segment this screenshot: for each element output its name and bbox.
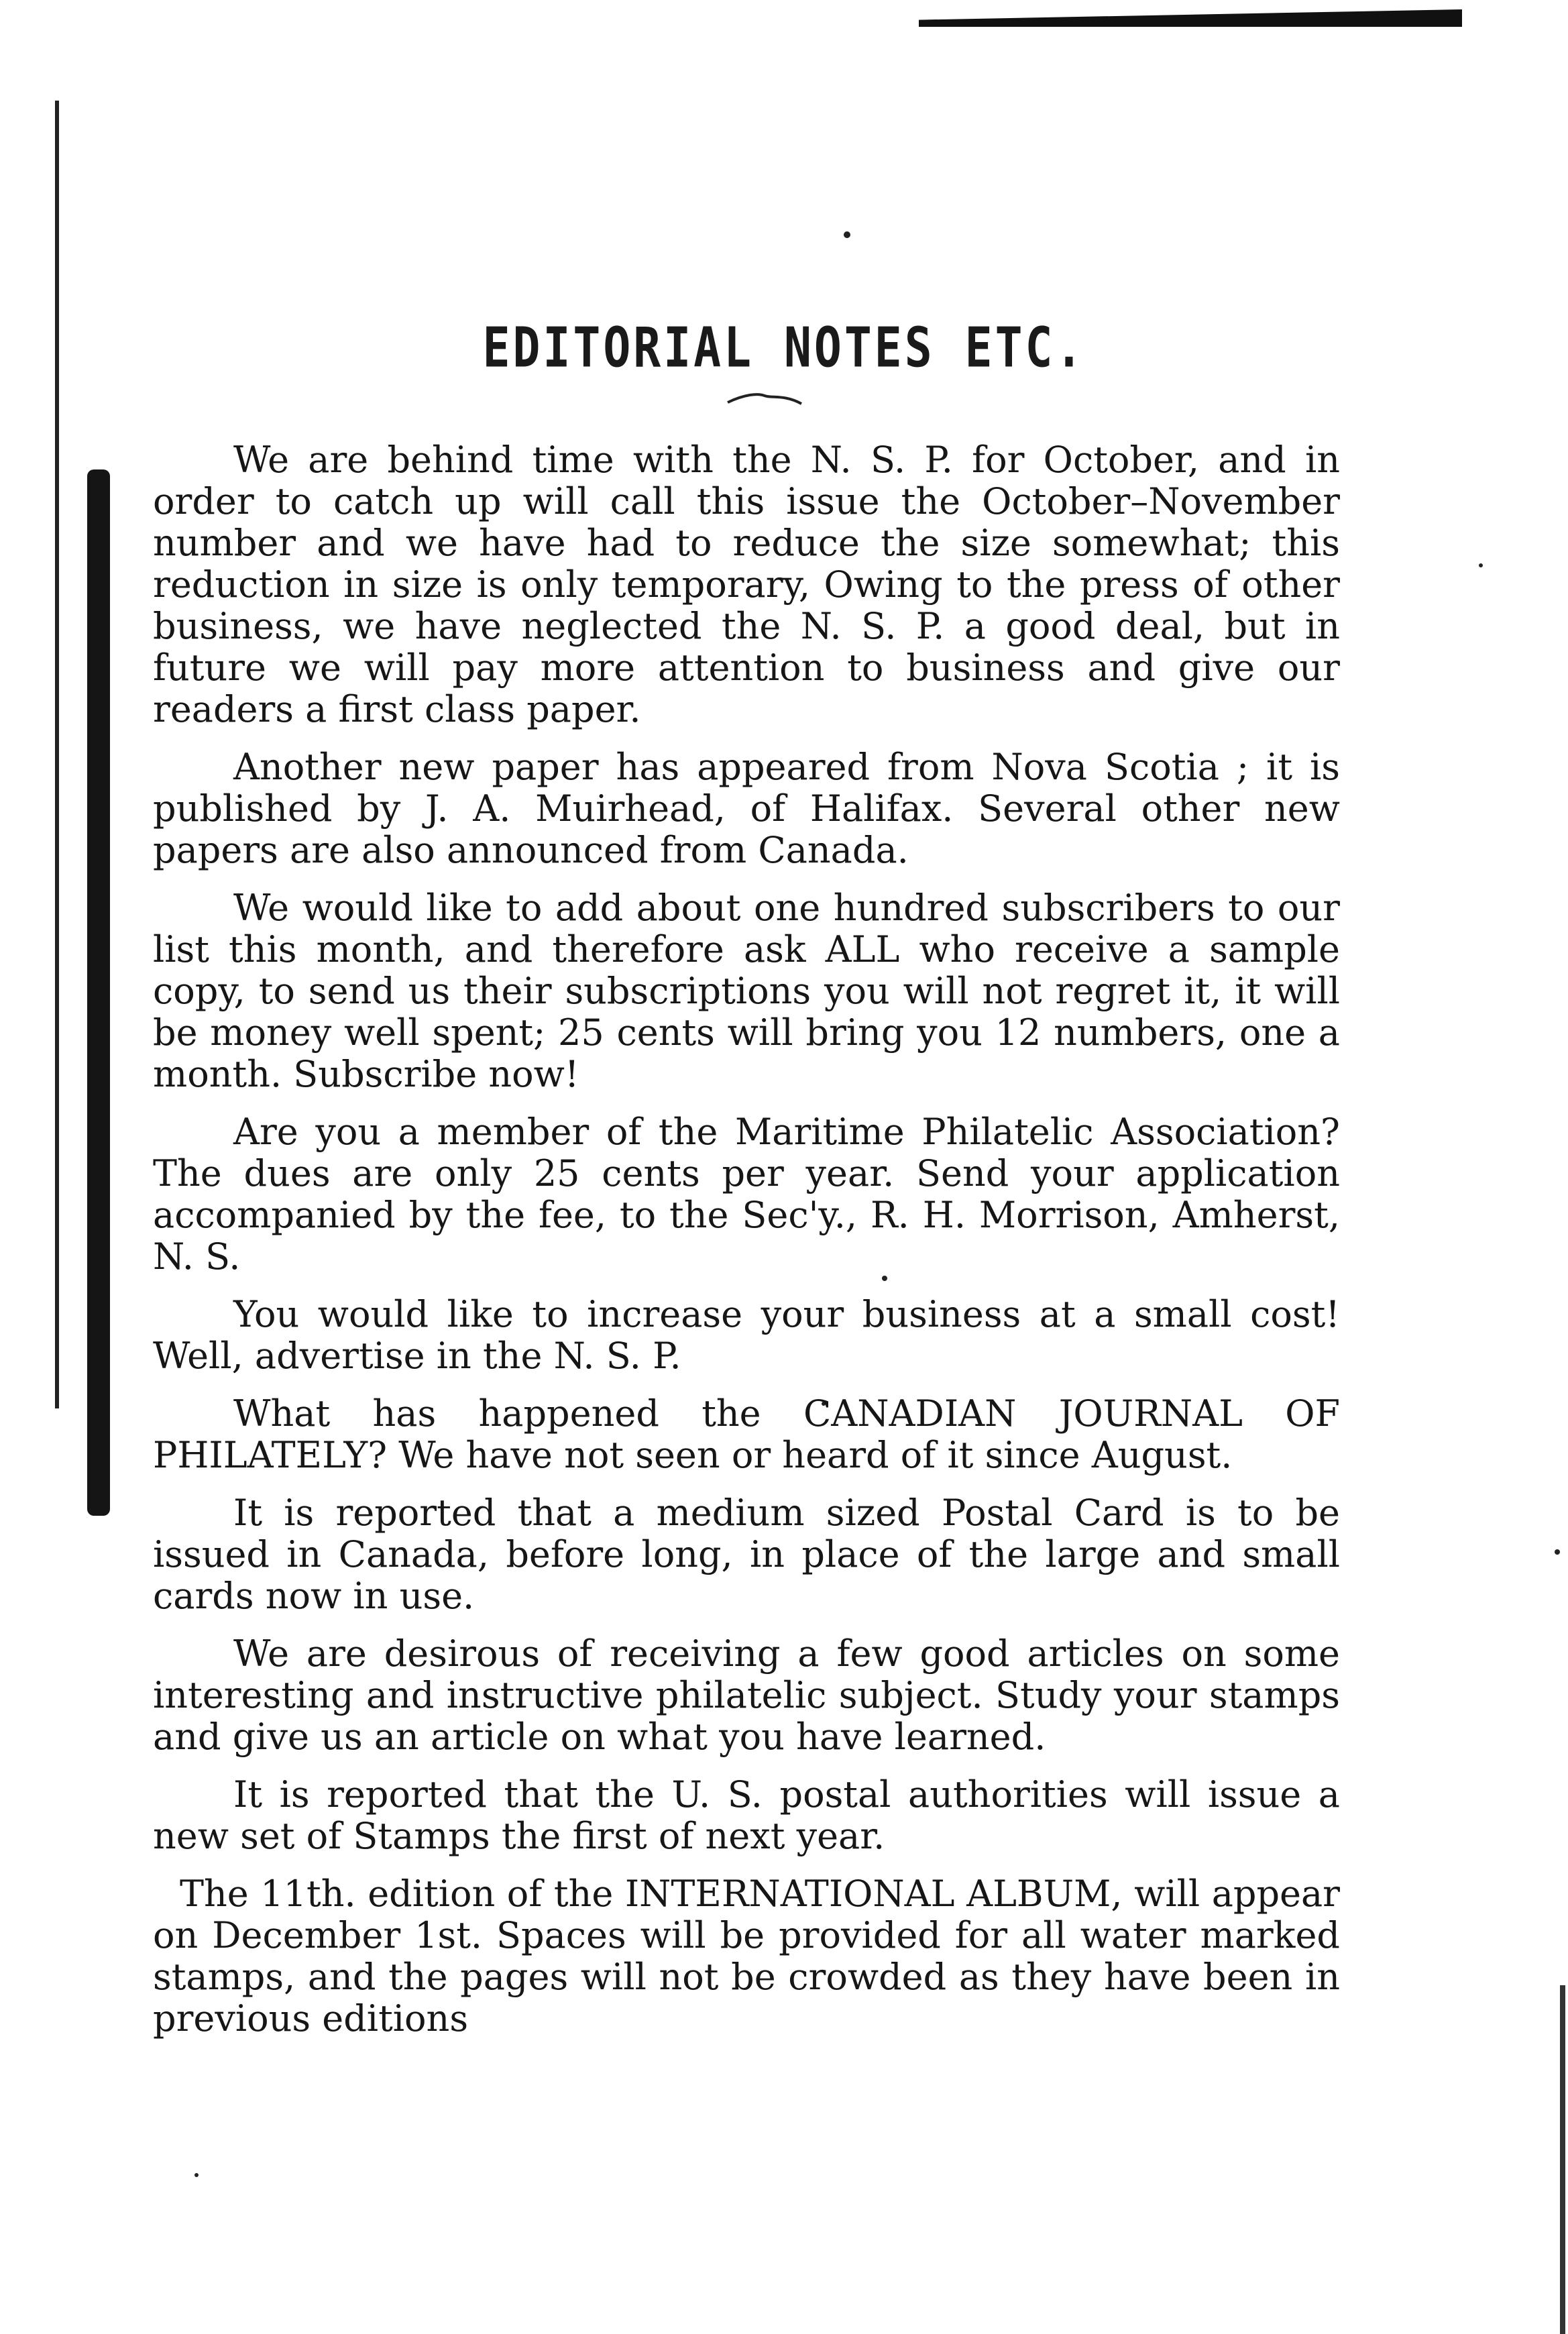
heading-ornament xyxy=(724,389,805,406)
ink-speck xyxy=(1479,563,1483,567)
left-binding-mark xyxy=(87,469,110,1516)
paragraph-late-issue: We are behind time with the N. S. P. for October, and in order to catch up will call this issue the October–November number and we have had to reduce the size somewhat; this reduction in size is only temporary, Owing to the press of other business, we have neglected the N. S. P. a good deal, but in future we will pay more attention to business and give our readers a first class paper. xyxy=(153,439,1340,730)
paragraph-association: Are you a member of the Maritime Philatelic Association? The dues are only 25 cents per year. Send your application accompanied by the fee, to the Sec'y., R. H. Morrison, Amherst, N. S. xyxy=(153,1111,1340,1278)
paragraph-canadian-journal: What has happened the CANADIAN JOURNAL OF PHILATELY? We have not seen or heard of it since August. xyxy=(153,1392,1340,1476)
paragraph-international-album: The 11th. edition of the INTERNATIONAL ALBUM, will appear on December 1st. Spaces will be provided for all water marked stamps, and the pages will not be crowded as they have been in previous editions xyxy=(153,1873,1340,2040)
right-edge-rule xyxy=(1560,1985,1565,2334)
paragraph-us-stamps: It is reported that the U. S. postal authorities will issue a new set of Stamps the first of next year. xyxy=(153,1773,1340,1857)
editorial-body xyxy=(153,439,1340,2056)
ink-speck xyxy=(1555,1549,1560,1555)
ink-speck xyxy=(844,231,850,238)
paragraph-subscribers: We would like to add about one hundred subscribers to our list this month, and therefore ask ALL who receive a sample copy, to send us their subscriptions you will not regret it, it will be money well spent; 25 cents will bring you 12 numbers, one a month. Subscribe now! xyxy=(153,887,1340,1095)
ink-speck xyxy=(194,2173,199,2177)
paragraph-articles: We are desirous of receiving a few good articles on some interesting and instructive philatelic subject. Study your stamps and give us an article on what you have learned. xyxy=(153,1632,1340,1758)
paragraph-new-paper: Another new paper has appeared from Nova Scotia ; it is published by J. A. Muirhead, of Halifax. Several other new papers are also announced from Canada. xyxy=(153,746,1340,871)
page-heading: EDITORIAL NOTES ETC. xyxy=(482,317,1086,380)
top-rule xyxy=(919,9,1462,27)
paragraph-advertise: You would like to increase your business at a small cost! Well, advertise in the N. S. P. xyxy=(153,1293,1340,1377)
paragraph-postal-card: It is reported that a medium sized Postal Card is to be issued in Canada, before long, in place of the large and small cards now in use. xyxy=(153,1492,1340,1617)
left-margin-rule xyxy=(55,101,59,1408)
